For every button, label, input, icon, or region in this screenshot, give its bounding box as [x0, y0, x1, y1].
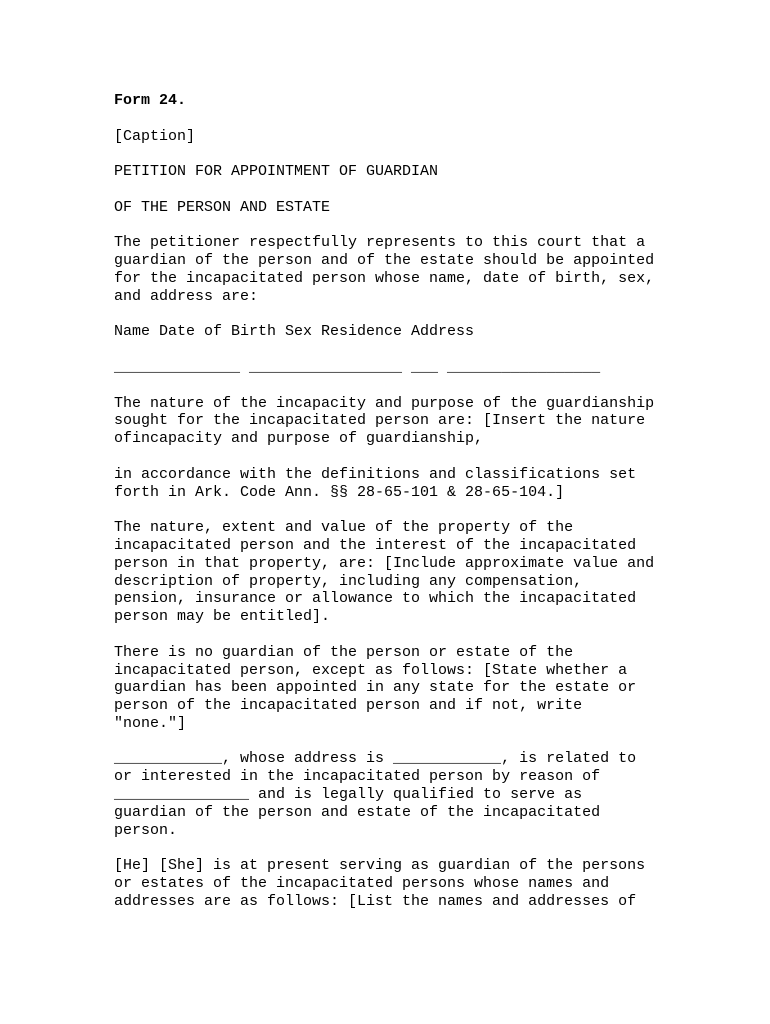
- existing-guardian-paragraph: There is no guardian of the person or estate of the incapacitated person, except as follows: [State whether a guardian has been appointed in any state for the estate or person of the incapacitated person and if not, write "none."]: [114, 643, 637, 732]
- statute-reference-paragraph: in accordance with the definitions and classifications set forth in Ark. Code Ann. §§ 28-65-101 & 28-65-104.]: [114, 465, 637, 501]
- table-header: Name Date of Birth Sex Residence Address: [114, 323, 475, 341]
- incapacity-nature-paragraph: The nature of the incapacity and purpose of the guardianship sought for the incapacitated person are: [Insert the nature ofincapacity and purpose of guardianship,: [114, 394, 655, 448]
- caption: [Caption]: [114, 127, 196, 145]
- current-service-paragraph: [He] [She] is at present serving as guardian of the persons or estates of the incapacitated persons whose names and addresses are as follows: [List the names and addresses of: [114, 857, 646, 910]
- intro-paragraph: The petitioner respectfully represents to this court that a guardian of the person and of the estate should be appointed for the incapacitated person whose name, date of birth, sex, and address are:: [114, 234, 655, 305]
- title-line-1: PETITION FOR APPOINTMENT OF GUARDIAN: [114, 163, 439, 181]
- document-page: [114, 92, 714, 928]
- form-label: Form 24.: [114, 92, 187, 109]
- title-line-2: OF THE PERSON AND ESTATE: [114, 198, 331, 216]
- property-paragraph: The nature, extent and value of the property of the incapacitated person and the interest of the incapacitated person in that property, are: [Include approximate value and description of property, including any compensation, pension, insurance or allowance to which the incapacitated person may be entitled].: [114, 519, 655, 626]
- table-blank-lines: ______________ _________________ ___ _________________: [114, 358, 601, 376]
- proposed-guardian-paragraph: ____________, whose address is ____________, is related to or interested in the incapacitated person by reason of _______________ and is legally qualified to serve as guardian of the person and estate of the incapacitated person.: [114, 750, 637, 839]
